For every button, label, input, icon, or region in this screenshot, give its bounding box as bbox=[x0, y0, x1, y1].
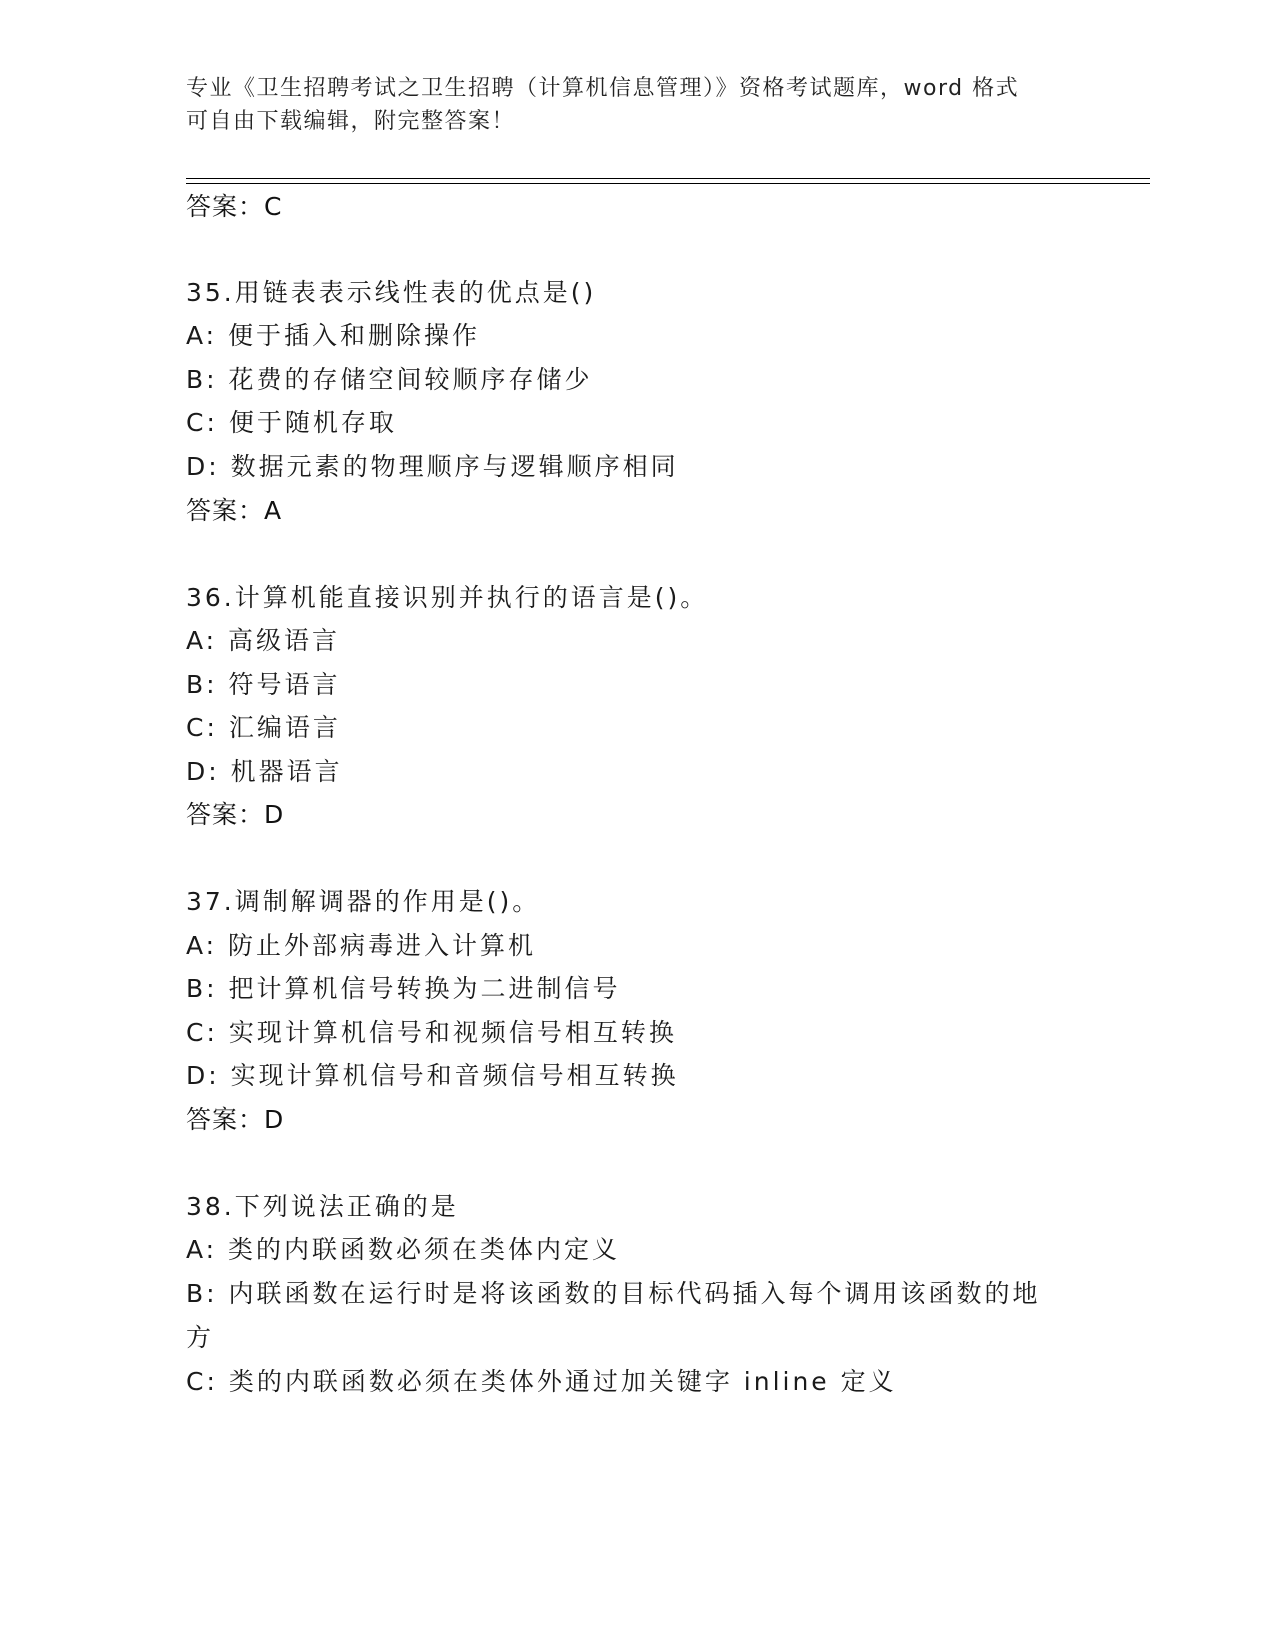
header-divider-bottom bbox=[186, 183, 1150, 184]
answer-label: 答案： bbox=[186, 496, 265, 525]
question-35-option-a: A: 便于插入和删除操作 bbox=[186, 321, 481, 350]
question-38-option-b-continued: 方 bbox=[186, 1323, 215, 1352]
question-35-option-b: B: 花费的存储空间较顺序存储少 bbox=[186, 365, 593, 394]
answer-value: A bbox=[264, 496, 285, 525]
question-36-option-a: A: 高级语言 bbox=[186, 626, 341, 655]
header-line-1: 专业《卫生招聘考试之卫生招聘（计算机信息管理）》资格考试题库，word 格式 bbox=[186, 76, 1020, 101]
question-38-option-c: C: 类的内联函数必须在类体外通过加关键字 inline 定义 bbox=[186, 1367, 897, 1396]
question-36-option-c: C: 汇编语言 bbox=[186, 713, 341, 742]
question-36-answer bbox=[186, 798, 1086, 832]
header-divider-top bbox=[186, 178, 1150, 179]
question-35-stem: 35.用链表表示线性表的优点是() bbox=[186, 278, 597, 307]
question-37-stem: 37.调制解调器的作用是()。 bbox=[186, 887, 541, 916]
answer-prev bbox=[186, 190, 1086, 224]
document-header bbox=[186, 72, 1066, 138]
question-35-answer bbox=[186, 494, 1086, 528]
question-37-answer bbox=[186, 1103, 1086, 1137]
question-37-option-c: C: 实现计算机信号和视频信号相互转换 bbox=[186, 1018, 677, 1047]
answer-label: 答案： bbox=[186, 800, 265, 829]
question-36-stem: 36.计算机能直接识别并执行的语言是()。 bbox=[186, 583, 709, 612]
question-38-option-a: A: 类的内联函数必须在类体内定义 bbox=[186, 1235, 621, 1264]
answer-value: D bbox=[264, 1105, 287, 1134]
answer-label: 答案： bbox=[186, 1105, 265, 1134]
answer-label: 答案： bbox=[186, 192, 265, 221]
question-35-option-c: C: 便于随机存取 bbox=[186, 408, 397, 437]
question-36-option-b: B: 符号语言 bbox=[186, 670, 341, 699]
question-37-option-a: A: 防止外部病毒进入计算机 bbox=[186, 931, 537, 960]
question-37-option-b: B: 把计算机信号转换为二进制信号 bbox=[186, 974, 621, 1003]
header-line-2: 可自由下载编辑，附完整答案！ bbox=[186, 109, 516, 134]
question-38-stem: 38.下列说法正确的是 bbox=[186, 1192, 459, 1221]
question-35-option-d: D: 数据元素的物理顺序与逻辑顺序相同 bbox=[186, 452, 679, 481]
question-38-option-b: B: 内联函数在运行时是将该函数的目标代码插入每个调用该函数的地 bbox=[186, 1279, 1041, 1308]
question-37-option-d: D: 实现计算机信号和音频信号相互转换 bbox=[186, 1061, 679, 1090]
answer-value: D bbox=[264, 800, 287, 829]
question-36-option-d: D: 机器语言 bbox=[186, 757, 343, 786]
answer-value: C bbox=[264, 192, 285, 221]
